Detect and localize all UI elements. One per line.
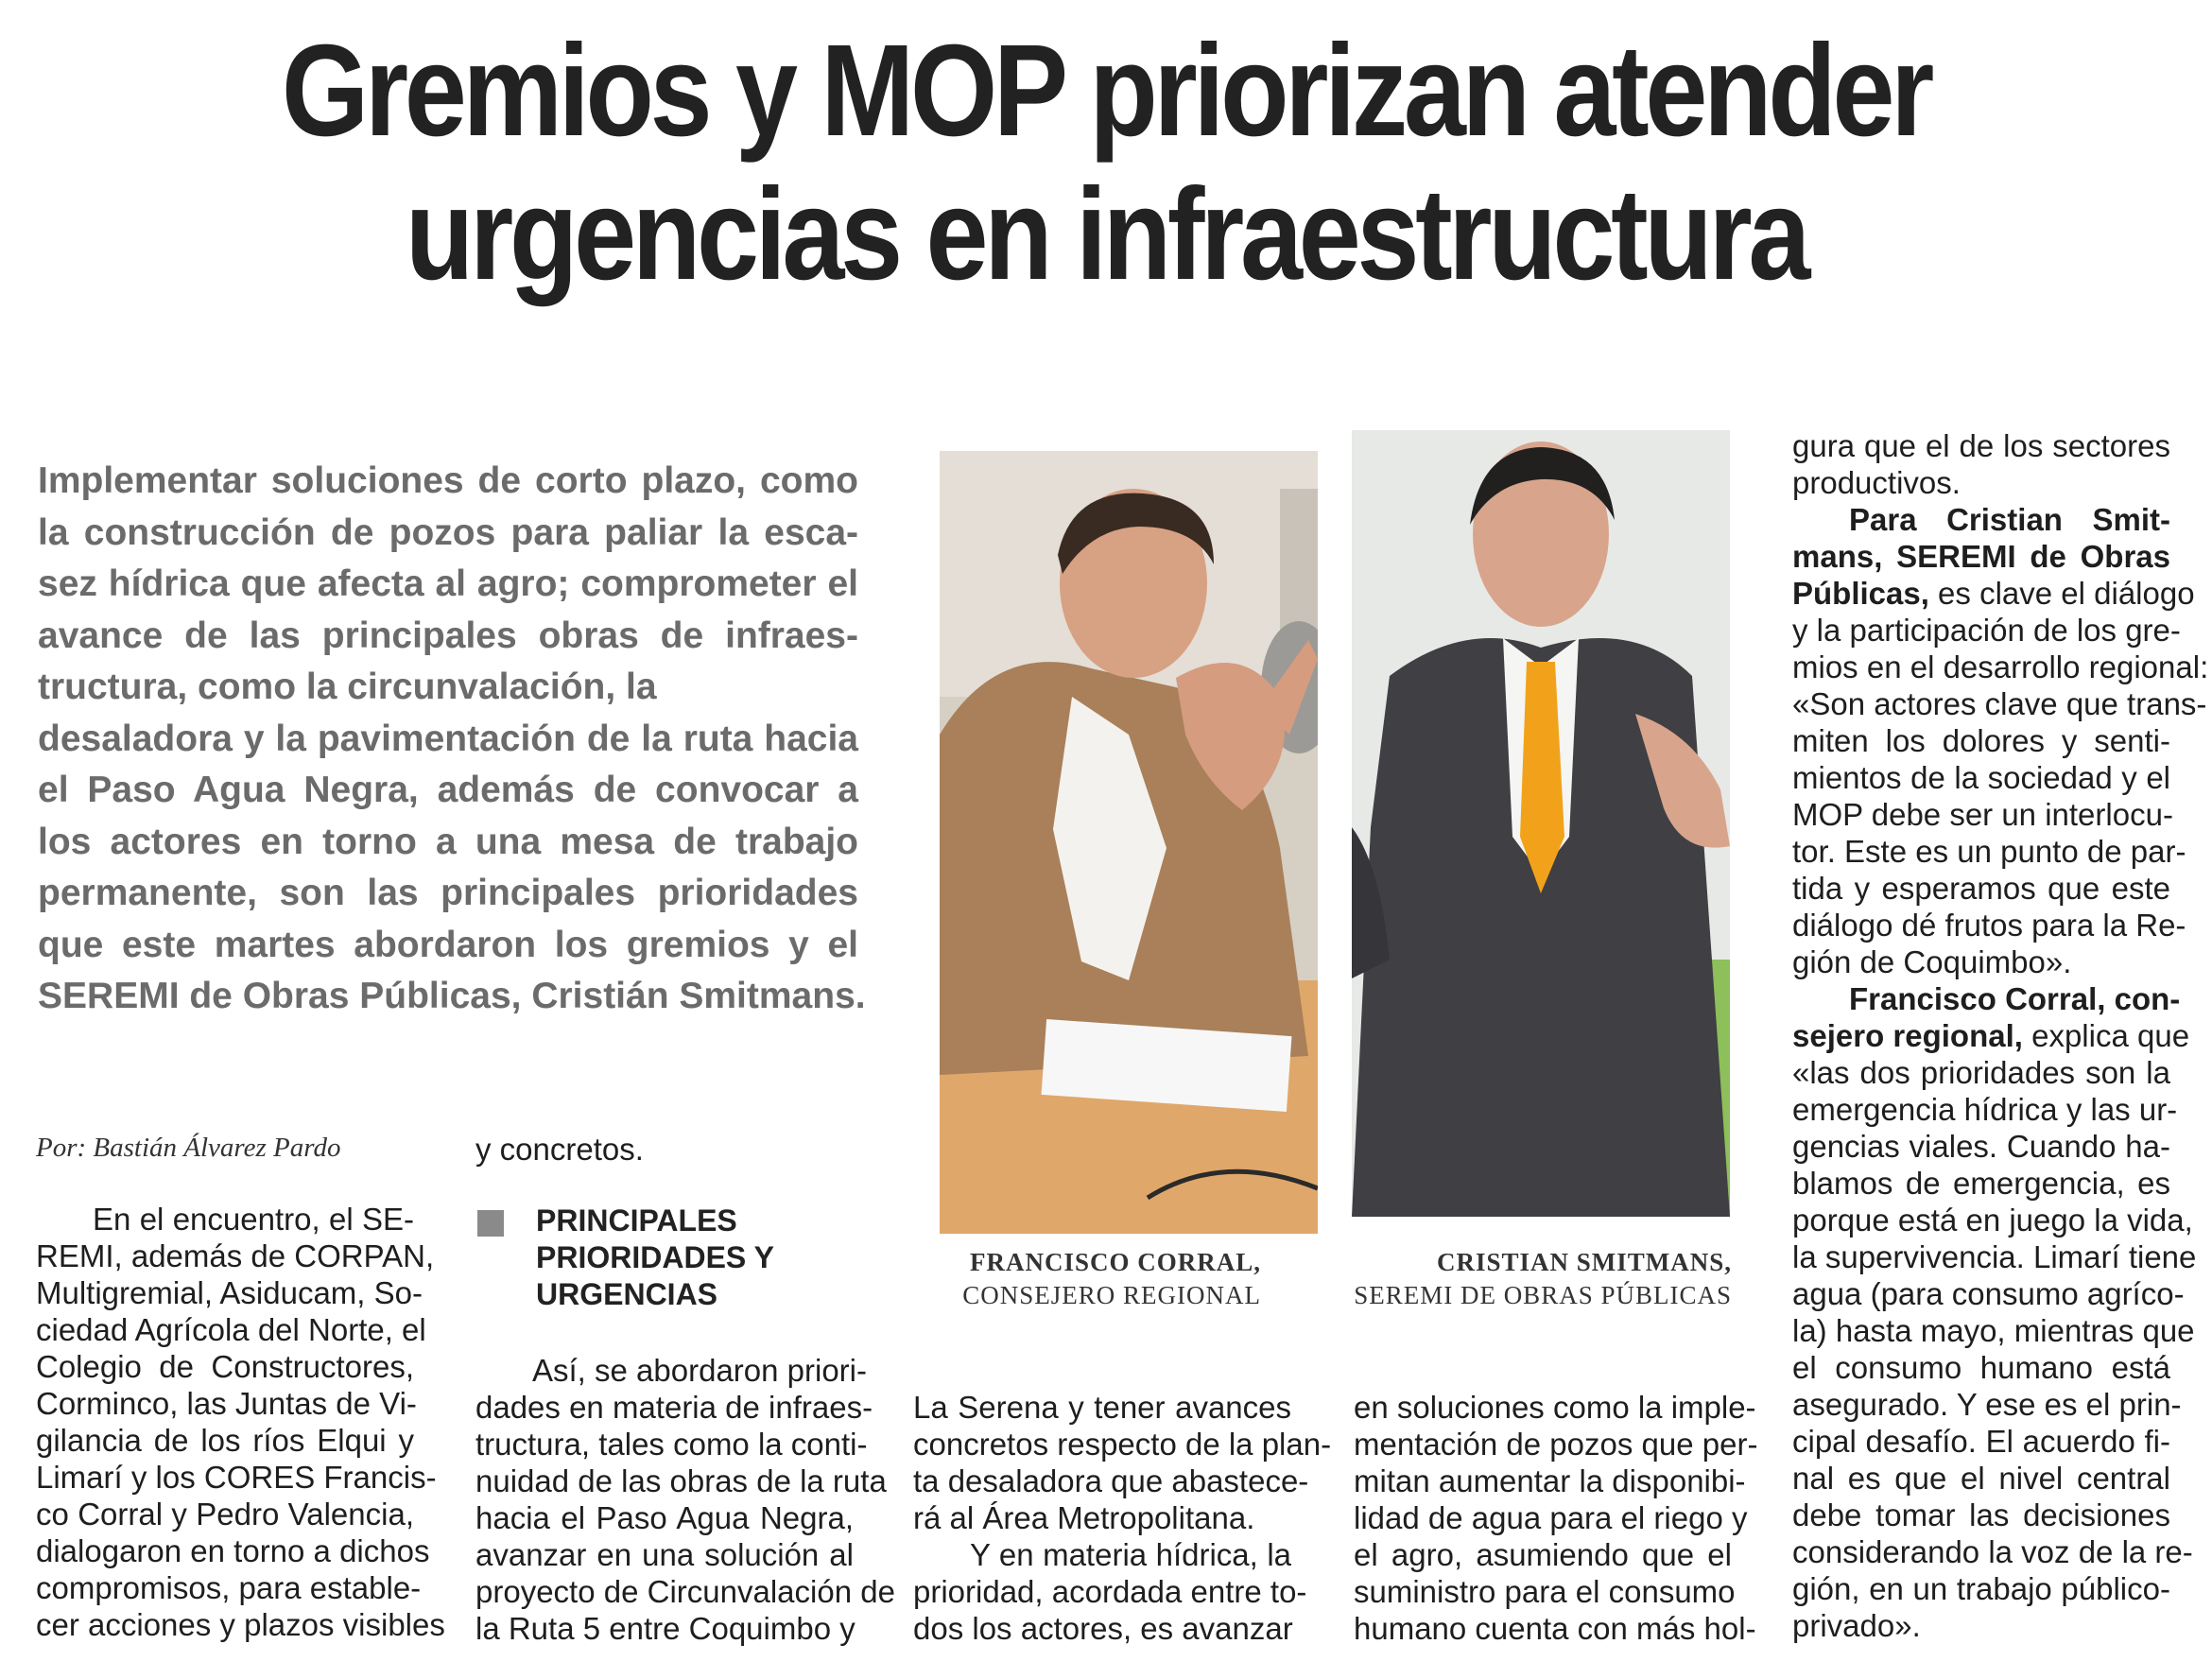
body-line: diálogo dé frutos para la Re- (1792, 908, 2186, 943)
body-line: asegurado. Y ese es el prin- (1792, 1387, 2182, 1422)
subhead-line: PRINCIPALES (536, 1203, 737, 1238)
lead-line: desaladora y la pavimentación de la ruta hacia (38, 718, 858, 759)
body-line: nuidad de las obras de la ruta (475, 1463, 887, 1498)
body-column-1 (36, 1201, 445, 1643)
body-line: mitan aumentar la disponibi- (1354, 1463, 1746, 1498)
lead-paragraph (38, 456, 866, 1023)
body-line: mientos de la sociedad y el (1792, 760, 2170, 795)
body-line: dades en materia de infraes- (475, 1390, 873, 1425)
body-line: «Son actores clave que trans- (1792, 686, 2207, 721)
body-column-4 (1354, 1389, 1758, 1647)
body-line: «las dos prioridades son la (1792, 1055, 2170, 1090)
body-line (1792, 1017, 2190, 1054)
body-line: ciedad Agrícola del Norte, el (36, 1312, 426, 1347)
photo-francisco-corral (940, 451, 1318, 1234)
body-line: Colegio de Constructores, (36, 1349, 414, 1384)
subhead-square-icon (477, 1210, 504, 1237)
body-line: Multigremial, Asiducam, So- (36, 1275, 423, 1310)
body-line: En el encuentro, el SE- (93, 1202, 414, 1237)
body-line: considerando la voz de la re- (1792, 1534, 2193, 1569)
body-line: agua (para consumo agríco- (1792, 1276, 2185, 1311)
body-text: es clave el diálogo (1928, 576, 2195, 611)
body-line (1792, 538, 2170, 575)
body-line: blamos de emergencia, es (1792, 1166, 2170, 1201)
body-line: gura que el de los sectores (1792, 428, 2170, 463)
body-line: mentación de pozos que per- (1354, 1427, 1758, 1462)
body-line: Corminco, las Juntas de Vi- (36, 1386, 417, 1421)
lead-line: el Paso Agua Negra, además de convocar a (38, 770, 858, 810)
body-line: gilancia de los ríos Elqui y (36, 1423, 414, 1458)
body-line: tructura, tales como la conti- (475, 1427, 868, 1462)
body-line: gión, en un trabajo público- (1792, 1571, 2170, 1606)
lead-line: Implementar soluciones de corto plazo, como (38, 460, 858, 501)
body-column-2 (475, 1352, 895, 1647)
body-line: Así, se abordaron priori- (532, 1353, 867, 1388)
body-line: Limarí y los CORES Francis- (36, 1460, 437, 1495)
caption-name: FRANCISCO CORRAL, (969, 1248, 1261, 1276)
body-line: mios en el desarrollo regional: (1792, 649, 2209, 684)
body-line: humano cuenta con más hol- (1354, 1611, 1756, 1646)
body-line: el agro, asumiendo que el (1354, 1537, 1732, 1572)
body-line: la) hasta mayo, mientras que (1792, 1313, 2195, 1348)
body-line: suministro para el consumo (1354, 1574, 1736, 1609)
body-line: porque está en juego la vida, (1792, 1203, 2193, 1238)
body-line: REMI, además de CORPAN, (36, 1238, 435, 1273)
lead-line: que este martes abordaron los gremios y el (38, 924, 858, 965)
body-line: el consumo humano está (1792, 1350, 2170, 1385)
body-line: rá al Área Metropolitana. (913, 1500, 1255, 1535)
lead-line: la construcción de pozos para paliar la esca- (38, 511, 858, 553)
body-line: cipal desafío. El acuerdo fi- (1792, 1424, 2170, 1459)
body-line: compromisos, para estable- (36, 1570, 422, 1605)
body-line: nal es que el nivel central (1792, 1461, 2170, 1496)
body-line: avanzar en una solución al (475, 1537, 854, 1572)
body-line: ta desaladora que abastece- (913, 1463, 1309, 1498)
body-column-2-top (475, 1131, 854, 1168)
body-line (1792, 575, 2195, 612)
body-line: debe tomar las decisiones (1792, 1497, 2170, 1532)
lead-line: SEREMI de Obras Públicas, Cristián Smitmans. (38, 976, 866, 1016)
body-line: privado». (1792, 1608, 1921, 1643)
body-line: co Corral y Pedro Valencia, (36, 1497, 414, 1532)
body-line: emergencia hídrica y las ur- (1792, 1092, 2178, 1127)
subhead-line: PRIORIDADES Y (536, 1240, 774, 1274)
body-line: prioridad, acordada entre to- (913, 1574, 1307, 1609)
body-line: gencias viales. Cuando ha- (1792, 1129, 2170, 1164)
body-line: cer acciones y plazos visibles (36, 1607, 445, 1642)
lead-line: los actores en torno a una mesa de trabajo (38, 821, 858, 862)
caption-name: CRISTIAN SMITMANS, (1436, 1248, 1732, 1276)
body-line: lidad de agua para el riego y (1354, 1500, 1748, 1535)
byline: Por: Bastián Álvarez Pardo (36, 1133, 341, 1163)
lead-line: permanente, son las principales prioridades (38, 873, 858, 913)
body-text: explica que (2022, 1018, 2190, 1053)
lead-line: sez hídrica que afecta al agro; comprometer el (38, 563, 858, 604)
subhead (536, 1203, 774, 1313)
subhead-line: URGENCIAS (536, 1277, 718, 1311)
caption-role: SEREMI DE OBRAS PÚBLICAS (1354, 1281, 1732, 1309)
body-line: la Ruta 5 entre Coquimbo y (475, 1611, 855, 1646)
body-line: y concretos. (475, 1132, 644, 1167)
body-line: tor. Este es un punto de par- (1792, 834, 2186, 869)
body-line: la supervivencia. Limarí tiene (1792, 1239, 2197, 1274)
caption-cristian-smitmans (1323, 1246, 1732, 1312)
body-line: concretos respecto de la plan- (913, 1427, 1332, 1462)
bold-text: Para Cristian Smit- (1849, 502, 2170, 537)
bold-text: Públicas, (1792, 576, 1929, 611)
bold-text: Francisco Corral, con- (1849, 981, 2181, 1016)
body-line: productivos. (1792, 465, 1961, 500)
body-line: en soluciones como la imple- (1354, 1390, 1756, 1425)
body-column-3 (913, 1389, 1332, 1647)
body-line (1792, 980, 2181, 1017)
body-line: MOP debe ser un interlocu- (1792, 797, 2173, 832)
lead-line: avance de las principales obras de infraes- (38, 614, 858, 656)
bold-text: mans, SEREMI de Obras (1792, 539, 2170, 574)
body-line: miten los dolores y senti- (1792, 723, 2170, 758)
body-line: Y en materia hídrica, la (970, 1537, 1291, 1572)
headline-line: urgencias en infraestructura (405, 162, 1807, 307)
francisco-corral-photo-image (940, 451, 1318, 1234)
body-line: dos los actores, es avanzar (913, 1611, 1293, 1646)
body-line: hacia el Paso Agua Negra, (475, 1500, 854, 1535)
body-line (1792, 501, 2170, 538)
cristian-smitmans-photo-image (1352, 430, 1730, 1217)
body-line: proyecto de Circunvalación de (475, 1574, 895, 1609)
caption-role: CONSEJERO REGIONAL (962, 1281, 1261, 1309)
headline (220, 19, 1993, 306)
photo-cristian-smitmans (1352, 430, 1730, 1217)
bold-text: sejero regional, (1792, 1018, 2023, 1053)
headline-line: Gremios y MOP priorizan atender (281, 18, 1931, 164)
caption-francisco-corral (940, 1246, 1261, 1312)
body-line: y la participación de los gre- (1792, 613, 2181, 648)
body-line: La Serena y tener avances (913, 1390, 1291, 1425)
body-line: dialogaron en torno a dichos (36, 1533, 430, 1568)
body-column-5 (1792, 427, 2209, 1644)
body-line: gión de Coquimbo». (1792, 944, 2072, 979)
lead-line: tructura, como la circunvalación, la (38, 666, 657, 707)
body-line: tida y esperamos que este (1792, 871, 2170, 906)
